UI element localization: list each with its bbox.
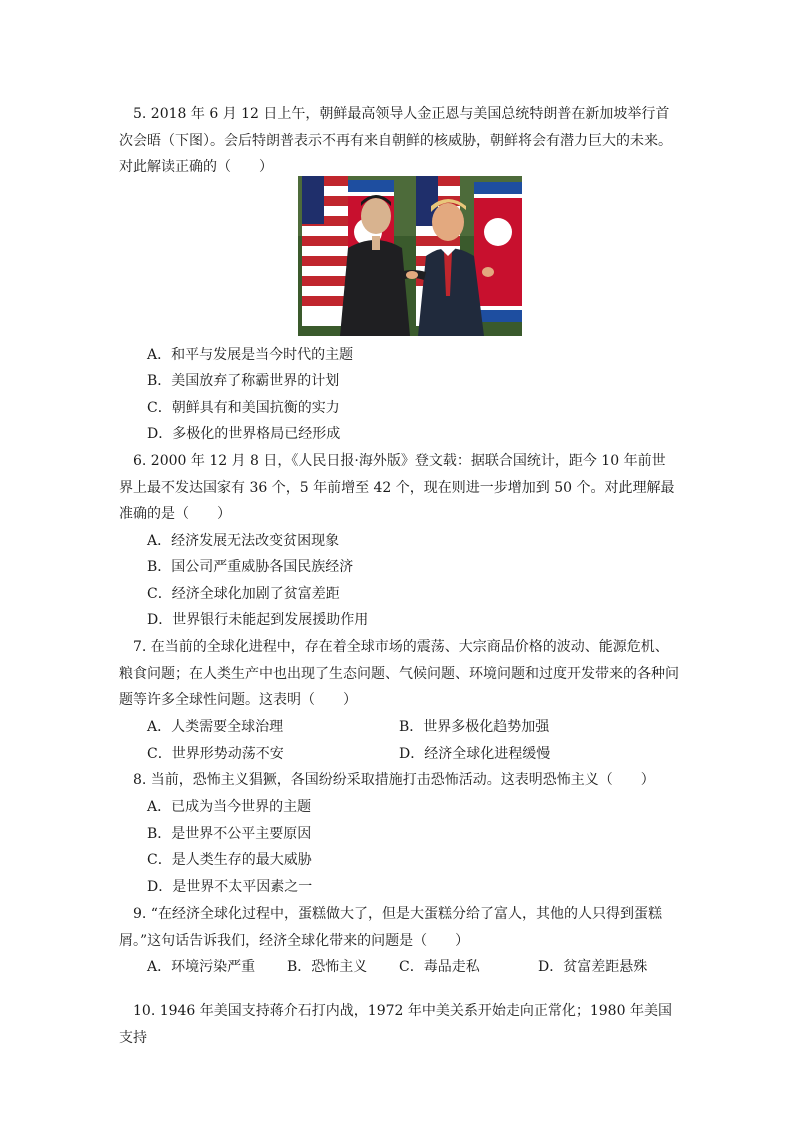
summit-photo-image [298, 176, 522, 336]
question-5-option-b: B．美国放弃了称霸世界的计划 [147, 373, 340, 389]
question-10-stem: 10. 1946 年美国支持蒋介石打内战，1972 年中美关系开始走向正常化；1980 年美国支持 [119, 1003, 672, 1046]
question-6-option-d: D．世界银行未能起到发展援助作用 [147, 612, 369, 628]
question-7-option-d: D．经济全球化进程缓慢 [399, 746, 551, 762]
question-9-option-b: B．恐怖主义 [287, 959, 368, 975]
question-7-option-a: A．人类需要全球治理 [147, 719, 284, 735]
question-5-option-a: A．和平与发展是当今时代的主题 [147, 347, 354, 363]
question-9-stem: 9. “在经济全球化过程中，蛋糕做大了，但是大蛋糕分给了富人，其他的人只得到蛋糕屑。”这句话告诉我们，经济全球化带来的问题是（ ） [119, 906, 662, 949]
question-6-stem: 6. 2000 年 12 月 8 日，《人民日报·海外版》登文载：据联合国统计，距今 10 年前世界上最不发达国家有 36 个，5 年前增至 42 个，现在则进一步增加到 50 个。对此理解最准确的是（ ） [119, 453, 675, 522]
question-8-option-d: D．是世界不太平因素之一 [147, 879, 313, 895]
question-5-stem: 5. 2018 年 6 月 12 日上午，朝鲜最高领导人金正恩与美国总统特朗普在新加坡举行首次会晤（下图）。会后特朗普表示不再有来自朝鲜的核威胁，朝鲜将会有潜力巨大的未来。对此解读正确的（ ） [119, 106, 672, 175]
question-9-option-d: D．贫富差距悬殊 [538, 959, 648, 975]
question-6-option-b: B．国公司严重威胁各国民族经济 [147, 559, 354, 575]
question-9-option-c: C．毒品走私 [399, 959, 480, 975]
question-8-option-b: B．是世界不公平主要原因 [147, 826, 312, 842]
question-8-option-a: A．已成为当今世界的主题 [147, 799, 312, 815]
question-5-option-c: C．朝鲜具有和美国抗衡的实力 [147, 400, 340, 416]
question-8-stem: 8. 当前，恐怖主义猖獗，各国纷纷采取措施打击恐怖活动。这表明恐怖主义（ ） [133, 772, 655, 788]
question-6-option-a: A．经济发展无法改变贫困现象 [147, 533, 340, 549]
question-5-option-d: D．多极化的世界格局已经形成 [147, 426, 341, 442]
question-7-option-c: C．世界形势动荡不安 [147, 746, 284, 762]
question-9-option-a: A．环境污染严重 [147, 959, 256, 975]
summit-photo [298, 176, 522, 336]
question-7-option-b: B．世界多极化趋势加强 [399, 719, 550, 735]
question-7-stem: 7. 在当前的全球化进程中，存在着全球市场的震荡、大宗商品价格的波动、能源危机、粮食问题；在人类生产中也出现了生态问题、气候问题、环境问题和过度开发带来的各种问题等许多全球性问题。这表明（ ） [119, 639, 679, 708]
question-6-option-c: C．经济全球化加剧了贫富差距 [147, 586, 340, 602]
question-8-option-c: C．是人类生存的最大威胁 [147, 852, 312, 868]
